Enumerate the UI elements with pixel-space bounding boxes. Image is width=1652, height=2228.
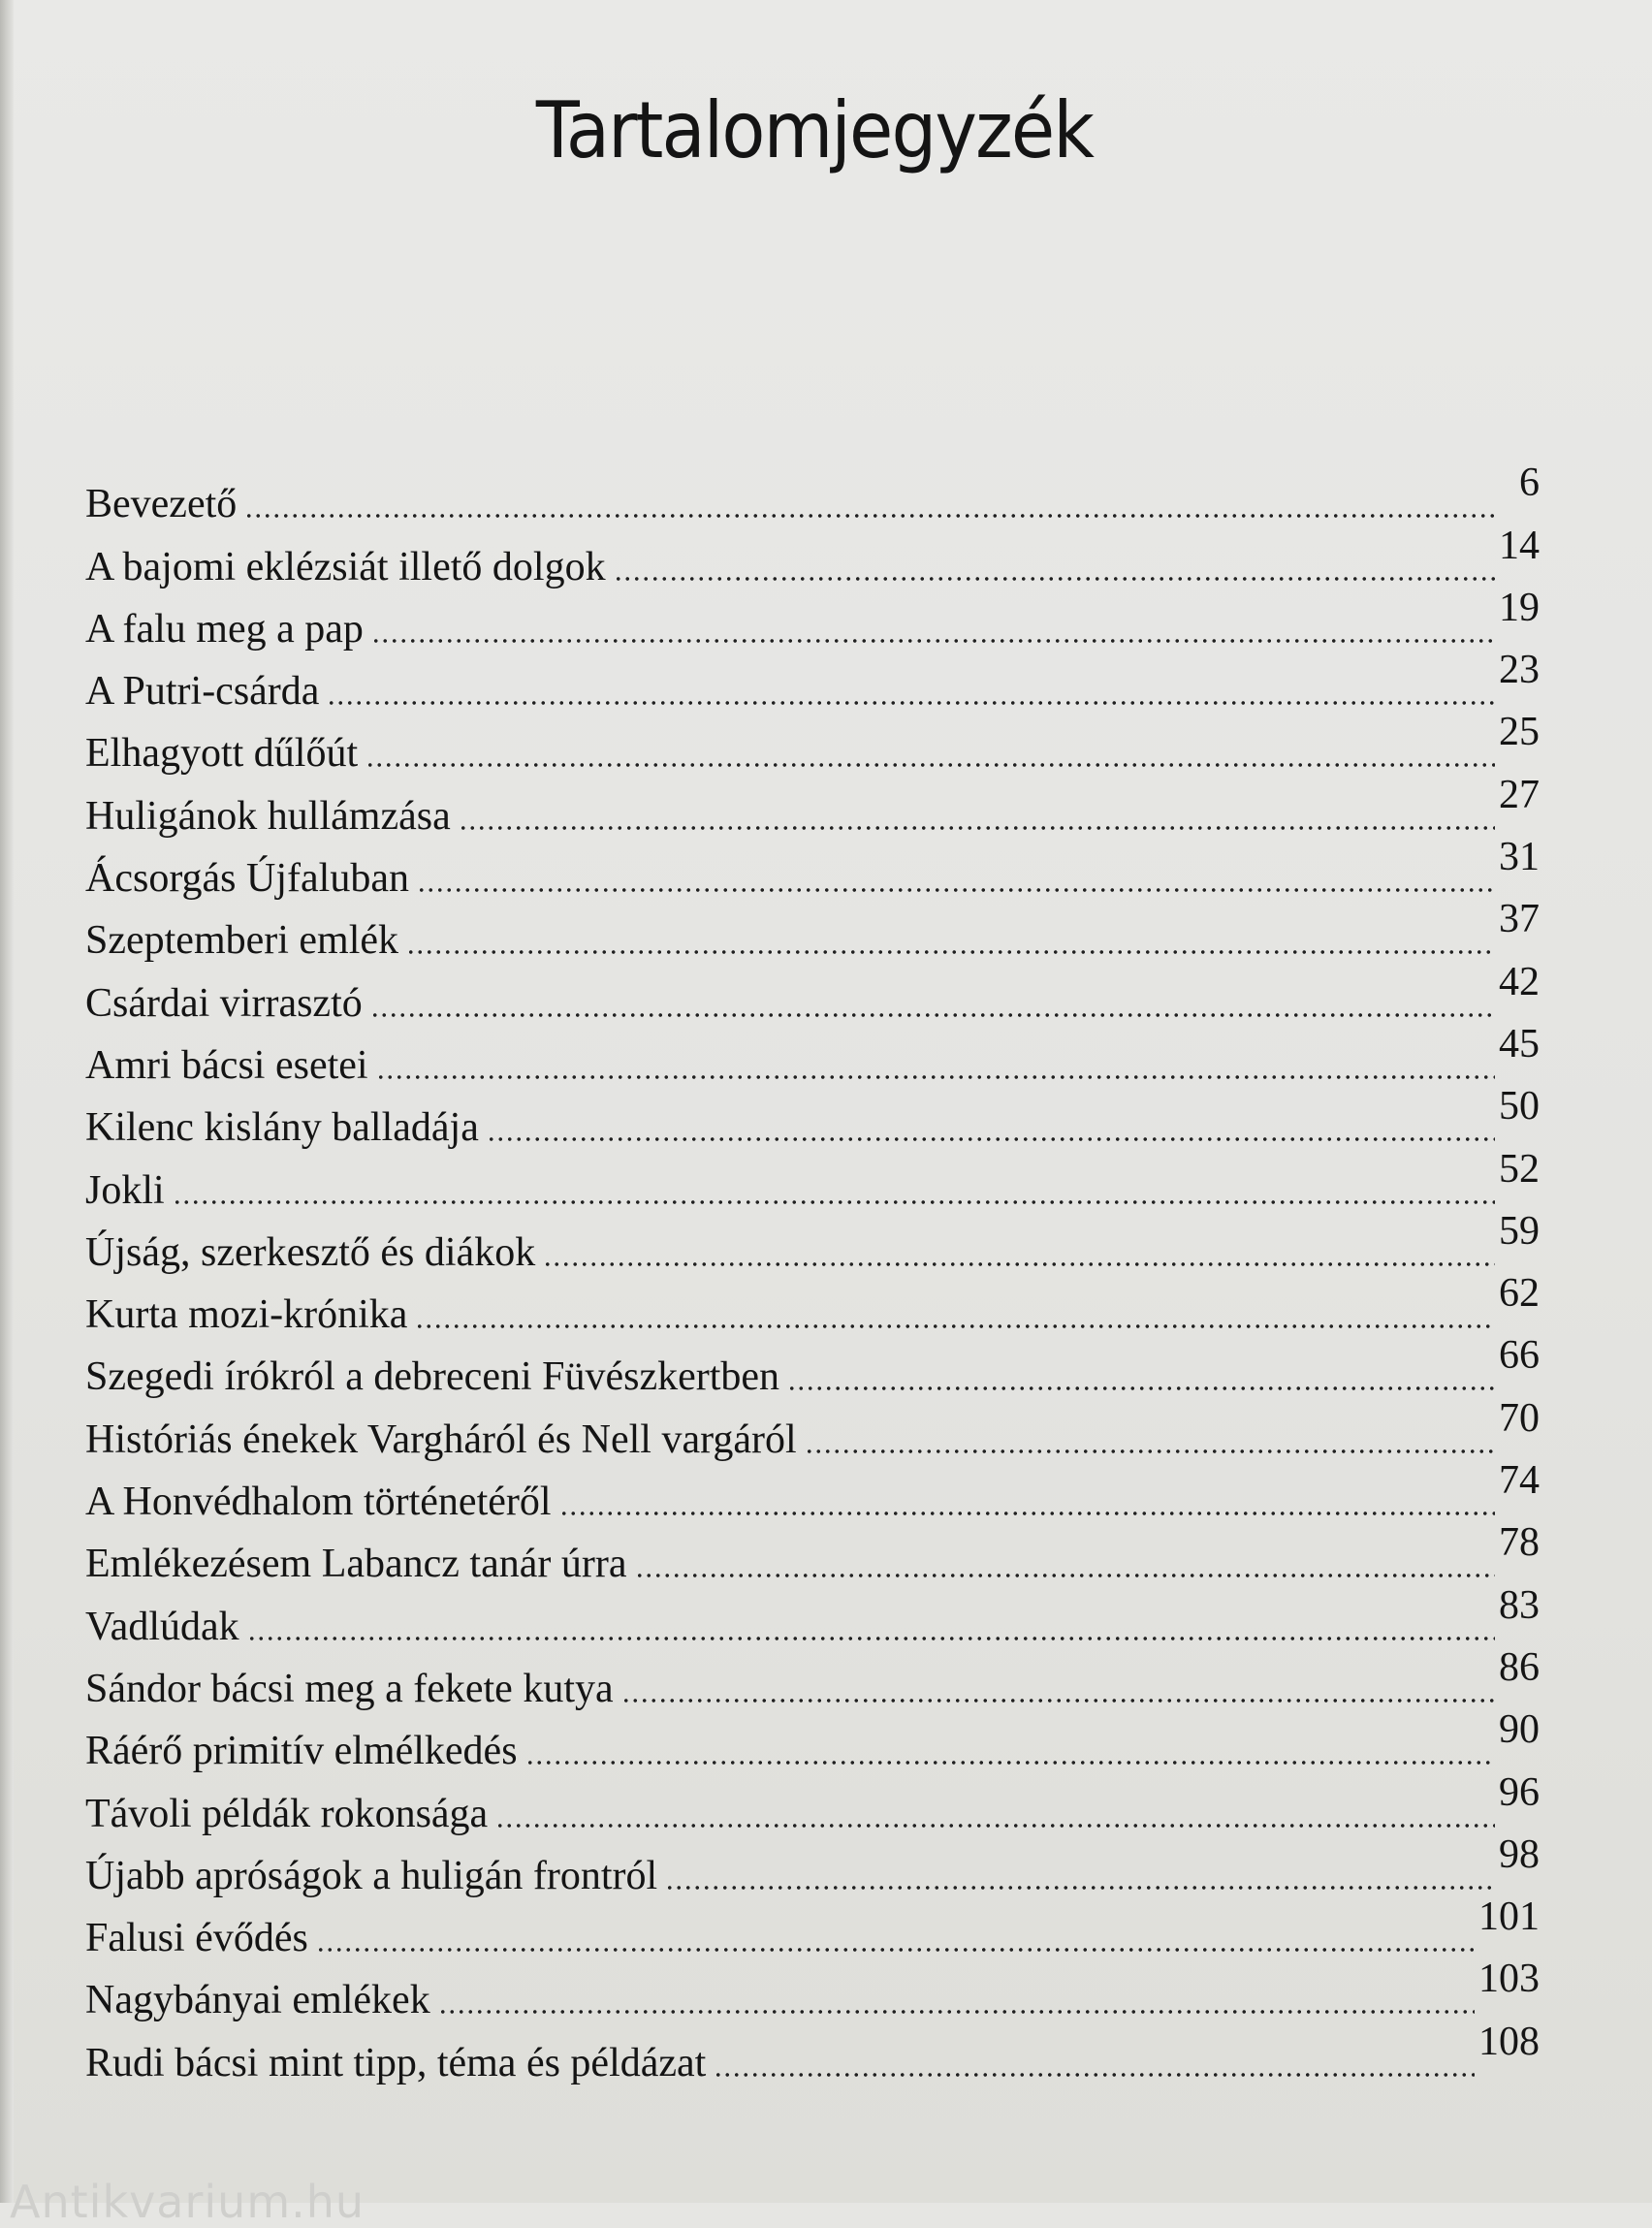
dot-leader xyxy=(438,2009,1475,2015)
toc-entry xyxy=(85,1458,1540,1525)
toc-entry-title: Ráérő primitív elmélkedés xyxy=(85,1729,518,1774)
toc-entry-title: Rudi bácsi mint tipp, téma és példázat xyxy=(85,2040,707,2085)
toc-entry xyxy=(85,1644,1540,1712)
watermark: Antikvarium.hu xyxy=(10,2176,365,2228)
toc-entry-page-number: 14 xyxy=(1499,523,1540,568)
dot-leader xyxy=(371,638,1495,644)
toc-entry-title: Amri bácsi esetei xyxy=(85,1042,368,1088)
toc-entry xyxy=(85,523,1540,589)
toc-entry xyxy=(85,648,1540,715)
toc-entry-title: Falusi évődés xyxy=(85,1916,308,1961)
toc-entry-title: Újabb apróságok a huligán frontról xyxy=(85,1853,658,1898)
toc-entry-title: Históriás énekek Vargháról és Nell vargáról xyxy=(85,1416,797,1462)
toc-entry-page-number: 50 xyxy=(1499,1084,1540,1130)
toc-entry xyxy=(85,772,1540,839)
dot-leader xyxy=(173,1199,1495,1205)
toc-entry-title: A bajomi eklézsiát illető dolgok xyxy=(85,544,606,589)
toc-entry-page-number: 31 xyxy=(1499,835,1540,880)
toc-entry-page-number: 78 xyxy=(1499,1520,1540,1566)
toc-entry-page-number: 27 xyxy=(1499,772,1540,817)
dot-leader xyxy=(614,576,1495,582)
dot-leader xyxy=(635,1573,1496,1578)
toc-entry-title: Vadlúdak xyxy=(85,1604,239,1649)
toc-entry-page-number: 86 xyxy=(1499,1644,1540,1690)
toc-entry xyxy=(85,1769,1540,1836)
toc-entry-title: Huligánok hullámzása xyxy=(85,793,451,839)
dot-leader xyxy=(495,1823,1495,1829)
toc-entry-page-number: 25 xyxy=(1499,710,1540,755)
dot-leader xyxy=(543,1261,1495,1267)
dot-leader xyxy=(621,1698,1495,1703)
toc-entry-page-number: 37 xyxy=(1499,897,1540,942)
toc-entry-page-number: 52 xyxy=(1499,1146,1540,1192)
dot-leader xyxy=(714,2072,1475,2078)
toc-entry-page-number: 66 xyxy=(1499,1333,1540,1379)
toc-entry-title: Nagybányai emlékek xyxy=(85,1978,430,2023)
toc-entry xyxy=(85,1146,1540,1213)
toc-entry-title: Szeptemberi emlék xyxy=(85,918,399,964)
dot-leader xyxy=(665,1885,1495,1891)
toc-entry xyxy=(85,1582,1540,1649)
toc-entry-title: Szegedi írókról a debreceni Füvészkertben xyxy=(85,1354,780,1400)
dot-leader xyxy=(406,949,1495,955)
toc-entry xyxy=(85,1520,1540,1587)
toc-entry-title: Jokli xyxy=(85,1167,165,1213)
toc-entry xyxy=(85,461,1540,527)
dot-leader xyxy=(316,1947,1475,1953)
toc-entry-page-number: 62 xyxy=(1499,1271,1540,1317)
toc-entry xyxy=(85,2019,1540,2085)
toc-entry xyxy=(85,1395,1540,1462)
toc-entry xyxy=(85,1021,1540,1089)
toc-entry-page-number: 6 xyxy=(1519,461,1540,506)
toc-entry-title: Újság, szerkesztő és diákok xyxy=(85,1229,536,1275)
dot-leader xyxy=(244,513,1497,519)
toc-entry xyxy=(85,585,1540,652)
toc-entry-title: Emlékezésem Labancz tanár úrra xyxy=(85,1542,627,1587)
dot-leader xyxy=(787,1385,1495,1391)
page-title: Tartalomjegyzék xyxy=(535,85,1094,175)
toc-entry-page-number: 98 xyxy=(1499,1831,1540,1877)
dot-leader xyxy=(417,887,1495,893)
toc-entry xyxy=(85,1208,1540,1276)
toc-entry-page-number: 83 xyxy=(1499,1582,1540,1628)
toc-entry xyxy=(85,959,1540,1026)
table-of-contents xyxy=(85,461,1540,2086)
toc-entry-page-number: 108 xyxy=(1478,2019,1540,2064)
toc-entry-title: Elhagyott dűlőút xyxy=(85,731,359,777)
toc-entry-title: Csárdai virrasztó xyxy=(85,980,363,1026)
toc-entry xyxy=(85,1084,1540,1151)
toc-entry-page-number: 101 xyxy=(1478,1894,1540,1940)
dot-leader xyxy=(327,700,1495,706)
toc-entry xyxy=(85,1894,1540,1961)
toc-entry xyxy=(85,835,1540,902)
toc-entry-title: Távoli példák rokonsága xyxy=(85,1791,489,1836)
toc-entry xyxy=(85,710,1540,777)
dot-leader xyxy=(459,825,1495,831)
toc-entry-title: A falu meg a pap xyxy=(85,606,364,652)
dot-leader xyxy=(370,1012,1495,1018)
dot-leader xyxy=(376,1074,1495,1080)
page-edge-shadow xyxy=(0,0,14,2203)
toc-entry-page-number: 45 xyxy=(1499,1021,1540,1066)
toc-entry-title: Kilenc kislány balladája xyxy=(85,1105,479,1151)
dot-leader xyxy=(805,1448,1495,1454)
dot-leader xyxy=(487,1136,1495,1142)
toc-entry xyxy=(85,1271,1540,1338)
toc-entry-title: A Honvédhalom történetéről xyxy=(85,1480,552,1525)
toc-entry-page-number: 74 xyxy=(1499,1458,1540,1504)
dot-leader xyxy=(525,1760,1495,1766)
toc-entry-page-number: 23 xyxy=(1499,648,1540,693)
toc-entry-page-number: 103 xyxy=(1478,1957,1540,2002)
toc-entry xyxy=(85,1957,1540,2023)
toc-entry-title: Sándor bácsi meg a fekete kutya xyxy=(85,1666,614,1711)
toc-entry xyxy=(85,1831,1540,1899)
toc-entry-title: Bevezető xyxy=(85,482,238,527)
toc-entry-title: Ácsorgás Újfaluban xyxy=(85,856,409,902)
toc-entry-title: Kurta mozi-krónika xyxy=(85,1292,408,1338)
toc-entry-page-number: 42 xyxy=(1499,959,1540,1004)
toc-entry xyxy=(85,897,1540,964)
toc-entry xyxy=(85,1707,1540,1774)
toc-entry-page-number: 96 xyxy=(1499,1769,1540,1815)
dot-leader xyxy=(415,1323,1495,1329)
toc-entry-title: A Putri-csárda xyxy=(85,669,320,715)
toc-entry-page-number: 59 xyxy=(1499,1208,1540,1254)
toc-entry-page-number: 19 xyxy=(1499,585,1540,630)
toc-entry xyxy=(85,1333,1540,1400)
dot-leader xyxy=(247,1636,1495,1641)
toc-entry-page-number: 90 xyxy=(1499,1707,1540,1753)
dot-leader xyxy=(365,762,1495,768)
toc-entry-page-number: 70 xyxy=(1499,1395,1540,1441)
dot-leader xyxy=(559,1511,1495,1516)
